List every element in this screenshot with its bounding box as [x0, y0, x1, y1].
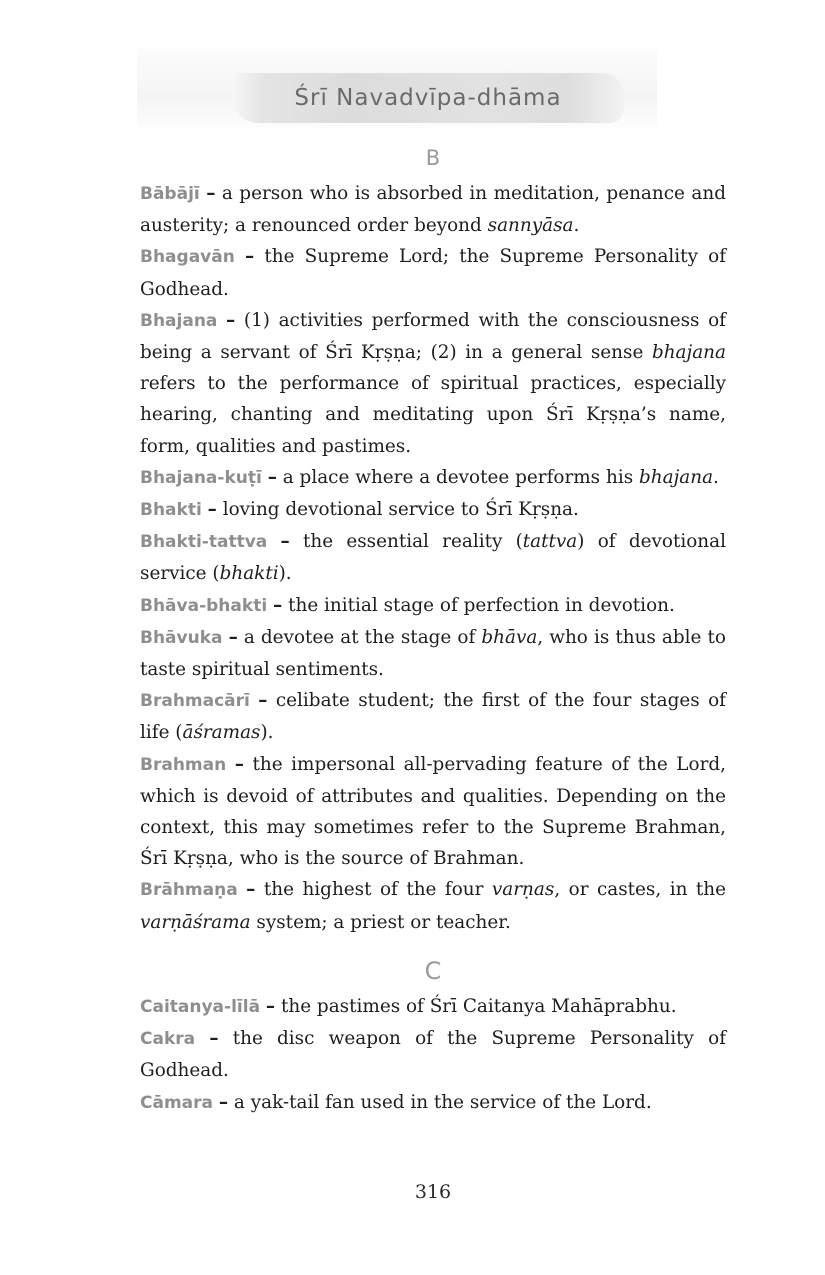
glossary-section-c	[140, 991, 726, 1119]
definition-text: the highest of the four	[263, 879, 492, 901]
glossary-entry	[140, 462, 726, 494]
term-separator: –	[218, 1091, 229, 1113]
definition-text: ).	[278, 563, 292, 585]
definition-italic-text: tattva	[522, 531, 578, 553]
glossary-entry	[140, 749, 726, 875]
definition-text: the essential reality (	[302, 531, 523, 553]
term-separator: –	[226, 309, 236, 331]
glossary-term: Brāhmaṇa	[140, 880, 238, 901]
glossary-entry	[140, 622, 726, 685]
definition-text: a place where a devotee performs his	[282, 466, 639, 488]
definition-italic-text: bhajana	[651, 342, 726, 364]
glossary-entry	[140, 526, 726, 589]
term-separator: –	[245, 246, 255, 268]
glossary-entry	[140, 494, 726, 526]
definition-text: celibate student; the first of the four stages of life (	[140, 690, 726, 744]
running-header-title: Śrī Navadvīpa-dhāma	[294, 85, 562, 111]
glossary-term: Caitanya-līlā	[140, 997, 261, 1017]
term-separator: –	[209, 1028, 219, 1050]
glossary-entry	[140, 874, 726, 937]
glossary-term: Cāmara	[140, 1092, 213, 1113]
glossary-entry	[140, 685, 726, 748]
term-separator: –	[246, 879, 256, 901]
glossary-entry	[140, 241, 726, 304]
term-separator: –	[234, 753, 244, 775]
definition-text: ).	[260, 722, 274, 744]
term-separator: –	[265, 996, 276, 1017]
definition-text: system; a priest or teacher.	[250, 911, 511, 933]
definition-italic-text: sannyāsa	[487, 215, 574, 237]
glossary-section-b	[140, 178, 726, 938]
page-number: 316	[414, 1181, 452, 1203]
term-separator: –	[273, 594, 283, 616]
definition-italic-text: bhajana	[638, 466, 714, 488]
definition-italic-text: bhāva	[481, 626, 538, 648]
glossary-term: Bhakti-tattva	[140, 532, 268, 553]
glossary-entry	[140, 305, 726, 462]
term-separator: –	[207, 499, 217, 521]
definition-text: the disc weapon of the Supreme Personality of Godhead.	[140, 1028, 726, 1082]
definition-text: refers to the performance of spiritual practices, especially hearing, chanting and meditating upon Śrī Kṛṣṇa’s name, form, qualities and pastimes.	[140, 373, 726, 457]
definition-italic-text: varṇāśrama	[140, 911, 251, 933]
glossary-term: Bhagavān	[140, 247, 235, 268]
term-separator: –	[267, 466, 277, 488]
term-separator: –	[280, 531, 290, 553]
definition-text: a person who is absorbed in meditation, penance and austerity; a renounced order beyond	[140, 183, 726, 237]
glossary-term: Bhajana-kuṭī	[140, 467, 262, 488]
glossary-term: Cakra	[140, 1029, 196, 1050]
definition-italic-text: āśramas	[182, 722, 261, 744]
glossary-term: Bhāva-bhakti	[140, 595, 268, 616]
glossary-term: Bhajana	[140, 310, 218, 331]
definition-text: the Supreme Lord; the Supreme Personality of Godhead.	[140, 246, 726, 300]
definition-text: the pastimes of Śrī Caitanya Mahāprabhu.	[280, 996, 677, 1017]
definition-text: .	[573, 215, 580, 237]
glossary-entry	[140, 991, 726, 1023]
definition-text: the impersonal all-pervading feature of the Lord, which is devoid of attributes and qualities. Depending on the context, this may sometimes refer to the Supreme Brahman, Śrī Kṛṣṇa, who is the source of Brahman.	[140, 753, 726, 870]
definition-text: ) of devotional service (	[140, 531, 726, 585]
definition-text: a yak-tail fan used in the service of the Lord.	[233, 1091, 652, 1113]
glossary-entry	[140, 590, 726, 622]
term-separator: –	[228, 626, 238, 648]
term-separator: –	[258, 690, 268, 712]
glossary-term: Bhāvuka	[140, 627, 223, 648]
section-heading-b: B	[425, 146, 441, 170]
definition-text: the initial stage of perfection in devotion.	[288, 594, 675, 616]
definition-text: loving devotional service to Śrī Kṛṣṇa.	[222, 499, 579, 521]
glossary-term: Brahman	[140, 754, 227, 775]
definition-text: , who is thus able to taste spiritual sentiments.	[140, 626, 726, 681]
definition-italic-text: bhakti	[219, 563, 279, 585]
definition-italic-text: varṇas	[491, 879, 555, 901]
glossary-entry	[140, 1087, 726, 1119]
term-separator: –	[206, 183, 216, 204]
section-heading-c: C	[424, 957, 442, 985]
glossary-term: Bābājī	[140, 184, 200, 204]
glossary-term: Bhakti	[140, 500, 202, 521]
definition-text: , or castes, in the	[554, 879, 727, 901]
definition-text: a devotee at the stage of	[243, 626, 482, 648]
definition-text: (1) activities performed with the consciousness of being a servant of Śrī Kṛṣṇa; (2) in a general sense	[140, 309, 726, 364]
glossary-term: Brahmacārī	[140, 691, 250, 712]
definition-text: .	[713, 466, 719, 488]
glossary-entry	[140, 1023, 726, 1086]
glossary-entry	[140, 178, 726, 241]
